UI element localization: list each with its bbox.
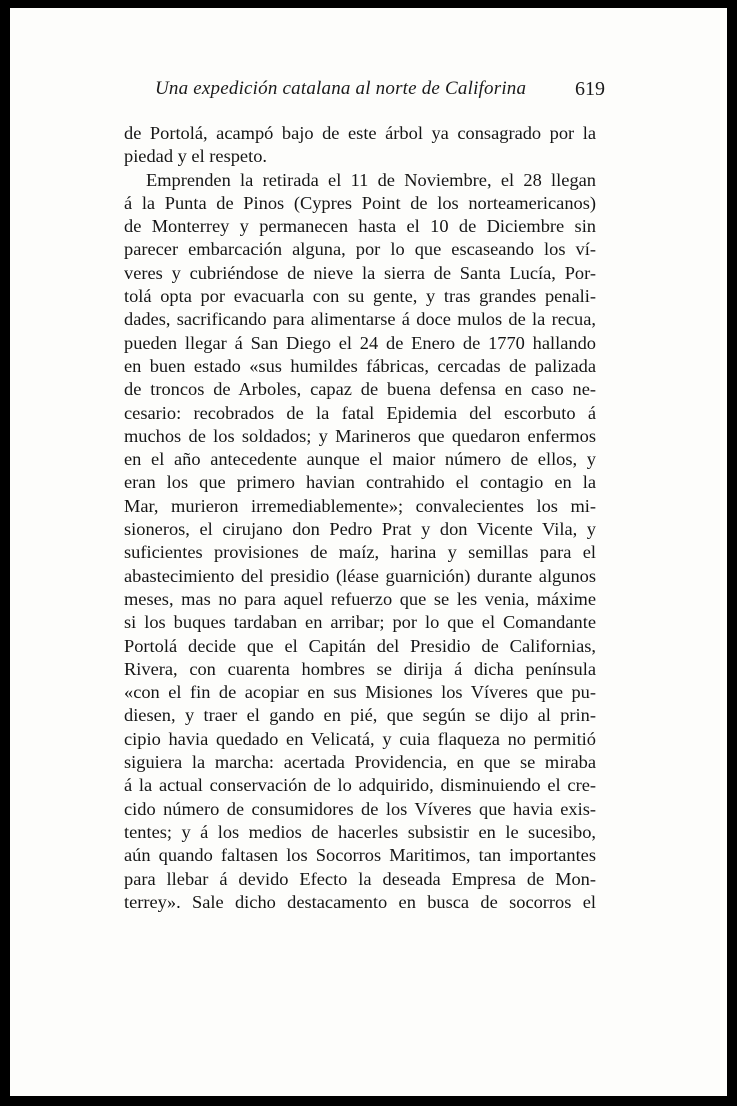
- running-title: Una expedición catalana al norte de Califorina: [155, 78, 527, 99]
- text-line: de Portolá, acampó bajo de este árbol ya consagrado por la: [124, 123, 596, 143]
- text-line: parecer embarcación alguna, por lo que escaseando los ví-: [124, 239, 596, 260]
- text-line: de Monterrey y permanecen hasta el 10 de Diciembre sin: [124, 216, 596, 237]
- text-line: cido número de consumidores de los Víveres que havia exis-: [124, 798, 596, 819]
- body-text: [124, 122, 596, 914]
- text-line: en el año antecedente aunque el maior número de ellos, y: [124, 449, 596, 470]
- text-line: tentes; y á los medios de hacerles subsistir en le sucesibo,: [124, 821, 596, 842]
- text-line: «con el fin de acopiar en sus Misiones los Víveres que pu-: [124, 682, 596, 703]
- text-line: diesen, y traer el gando en pié, que según se dijo al prin-: [124, 705, 596, 726]
- text-line: á la actual conservación de lo adquirido, disminuiendo el cre-: [124, 775, 596, 796]
- text-line: suficientes provisiones de maíz, harina y semillas para el: [124, 542, 596, 563]
- text-line: en buen estado «sus humildes fábricas, cercadas de palizada: [124, 355, 596, 376]
- text-line: siguiera la marcha: acertada Providencia, en que se miraba: [124, 752, 596, 773]
- running-header: [155, 78, 605, 108]
- book-page: [10, 8, 727, 1096]
- text-line: muchos de los soldados; y Marineros que quedaron enfermos: [124, 425, 596, 446]
- text-line: piedad y el respeto.: [124, 146, 267, 167]
- text-line: Rivera, con cuarenta hombres se dirija á dicha península: [124, 658, 596, 679]
- text-line: á la Punta de Pinos (Cypres Point de los norteamericanos): [124, 192, 596, 213]
- text-line: meses, mas no para aquel refuerzo que se les venia, máxime: [124, 588, 596, 609]
- text-line: Portolá decide que el Capitán del Presidio de Californias,: [124, 635, 596, 656]
- page-number: 619: [575, 78, 605, 100]
- text-line: Emprenden la retirada el 11 de Noviembre, el 28 llegan: [146, 169, 596, 190]
- text-line: eran los que primero havian contrahido el contagio en la: [124, 472, 596, 493]
- text-line: tolá opta por evacuarla con su gente, y tras grandes penali-: [124, 286, 596, 307]
- text-line: cipio havia quedado en Velicatá, y cuia flaqueza no permitió: [124, 728, 596, 749]
- text-line: Mar, murieron irremediablemente»; convalecientes los mi-: [124, 495, 596, 516]
- text-line: pueden llegar á San Diego el 24 de Enero de 1770 hallando: [124, 332, 596, 353]
- text-line: abastecimiento del presidio (léase guarnición) durante algunos: [124, 565, 596, 586]
- text-line: sioneros, el cirujano don Pedro Prat y don Vicente Vila, y: [124, 519, 596, 540]
- text-line: veres y cubriéndose de nieve la sierra de Santa Lucía, Por-: [124, 262, 596, 283]
- text-line: de troncos de Arboles, capaz de buena defensa en caso ne-: [124, 379, 596, 400]
- text-line: aún quando faltasen los Socorros Maritimos, tan importantes: [124, 845, 596, 866]
- text-line: cesario: recobrados de la fatal Epidemia del escorbuto á: [124, 402, 596, 423]
- text-line: dades, sacrificando para alimentarse á doce mulos de la recua,: [124, 309, 596, 330]
- text-line: para llebar á devido Efecto la deseada Empresa de Mon-: [124, 868, 596, 889]
- text-line: si los buques tardaban en arribar; por lo que el Comandante: [124, 612, 596, 633]
- text-line: terrey». Sale dicho destacamento en busca de socorros el: [124, 891, 596, 912]
